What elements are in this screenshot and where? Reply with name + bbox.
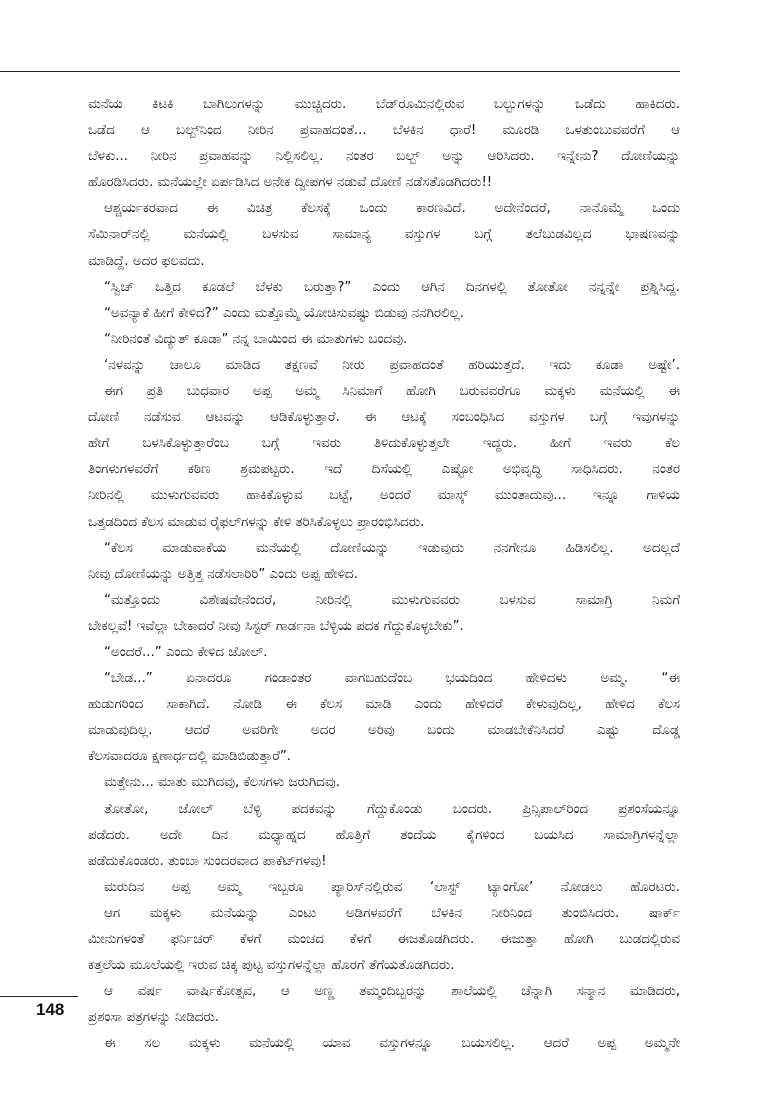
page-number: 148	[36, 1000, 65, 1019]
text-line: ಕತ್ತಲೆಯ ಮೂಲೆಯಲ್ಲಿ ಇರುವ ಚಿಕ್ಕ ಪುಟ್ಟ ವಸ್ತುಗಳನ್ನೆಲ್ಲಾ ಹೊರಗೆ ತೆಗೆಯತೊಡಗಿದರು.	[88, 958, 455, 974]
header-rule	[0, 71, 680, 72]
text-line: ನೀವು ದೋಣಿಯನ್ನು ಅತ್ತಿತ್ತ ನಡೆಸಲಾರಿರಿ” ಎಂದು ಅಪ್ಪ ಹೇಳಿದ.	[88, 566, 358, 582]
text-line: ಹೊರಡಿಸಿದರು. ಮನೆಯಲ್ಲೇ ಏರ್ಪಡಿಸಿದ ಅನೇಕ ದ್ವೀಪಗಳ ನಡುವೆ ದೋಣಿ ನಡೆಸತೊಡಗಿದರು!!	[88, 175, 493, 191]
text-line: ಹುಡುಗರಿಂದ ಸಾಕಾಗಿದೆ. ನೋಡಿ ಈ ಕೆಲಸ ಮಾಡಿ ಎಂದು ಹೇಳಿದರೆ ಕೇಳುವುದಿಲ್ಲ, ಹೇಳಿದ ಕೆಲಸ	[88, 697, 680, 713]
text-line: ತಿಂಗಳುಗಳವರೆಗೆ ಕಠಿಣ ಶ್ರಮಪಟ್ಟರು. ಇದೆ ದಿಸೆಯಲ್ಲಿ ಎಷ್ಟೋ ಅಭಿವೃದ್ಧಿ ಸಾಧಿಸಿದರು. ನಂತರ	[88, 462, 680, 478]
text-line: ಮಾಡುವುದಿಲ್ಲ. ಆದರೆ ಅವರಿಗೇ ಅದರ ಅರಿವು ಬಂದು ಮಾಡಬೇಕೆನಿಸಿದರೆ ಎಷ್ಟು ದೊಡ್ಡ	[88, 723, 680, 739]
text-line: ಪಡೆದುಕೊಂಡರು. ತುಂಬಾ ಸುಂದರವಾದ ಪಾಕೆಟ್‌ಗಳವು!	[88, 853, 327, 869]
paragraph-start-line: “ಕೆಲಸ ಮಾಡುವಾಕೆಯ ಮನೆಯಲ್ಲಿ ದೋಣಿಯನ್ನು ಇಡುವುದು ನನಗೇನೂ ಹಿಡಿಸಲಿಲ್ಲ. ಅದಲ್ಲದೆ	[104, 540, 680, 556]
text-line: ಬೇಕಲ್ಲವೆ! ಇವೆಲ್ಲಾ ಬೇಕಾದರೆ ನೀವು ಸಿಸ್ಟರ್ ಗಾರ್ಡನಾ ಬೆಳ್ಳಿಯ ಪದಕ ಗೆದ್ದುಕೊಳ್ಳಬೇಕು”.	[88, 618, 464, 634]
paragraph-start-line: ಆ ವರ್ಷ ವಾರ್ಷಿಕೋತ್ಸವ, ಆ ಅಣ್ಣ ತಮ್ಮಂದಿಬ್ಬರನ್ನು ಶಾಲೆಯಲ್ಲಿ ಚೆನ್ನಾಗಿ ಸನ್ಮಾನ ಮಾಡಿದರು,	[104, 984, 680, 1000]
page-body-text	[88, 92, 680, 1057]
paragraph-start-line: ಮರುದಿನ ಅಪ್ಪ ಅಮ್ಮ ಇಬ್ಬರೂ ಪ್ಯಾರಿಸ್‌ನಲ್ಲಿರುವ ‘ಲಾಸ್ಟ್ ಟ್ಯಾಂಗೋ’ ನೋಡಲು ಹೊರಟರು.	[104, 879, 680, 895]
text-line: ಕೆಲಸವಾದರೂ ಕ್ಷಣಾರ್ಧದಲ್ಲಿ ಮಾಡಿಬಿಡುತ್ತಾರೆ”.	[88, 749, 292, 765]
text-line: ನೀರಿನಲ್ಲಿ ಮುಳುಗುವವರು ಹಾಕಿಕೊಳ್ಳುವ ಬಟ್ಟೆ, ಅಂದರೆ ಮಾಸ್ಕ್ ಮುಂತಾದುವು... ಇನ್ನೂ ಗಾಳಿಯ	[88, 488, 680, 504]
text-line: ಬೆಳಕು... ನೀರಿನ ಪ್ರವಾಹವನ್ನು ನಿಲ್ಲಿಸಲಿಲ್ಲ. ನಂತರ ಬಲ್ಬ್ ಅನ್ನು ಆರಿಸಿದರು. ಇನ್ನೇನು? ದೋಣಿಯನ್ನು	[88, 149, 680, 165]
text-line: ಪಡೆದರು. ಅದೇ ದಿನ ಮಧ್ಯಾಹ್ನದ ಹೊತ್ತಿಗೆ ತಂದೆಯ ಕೈಗಳಿಂದ ಬಯಸಿದ ಸಾಮಾಗ್ರಿಗಳನ್ನೆಲ್ಲಾ	[88, 827, 680, 843]
paragraph-start-line: “ಅಂದರೆ...” ಎಂದು ಕೇಳಿದ ಜೋಲ್.	[104, 644, 268, 660]
text-line: ಸೆಮಿನಾರ್‌ನಲ್ಲಿ ಮನೆಯಲ್ಲಿ ಬಳಸುವ ಸಾಮಾನ್ಯ ವಸ್ತುಗಳ ಬಗ್ಗೆ ತಲೆಬುಡವಿಲ್ಲದ ಭಾಷಣವನ್ನು	[88, 227, 680, 243]
paragraph-start-line: ಆಗ ಮಕ್ಕಳು ಮನೆಯನ್ನು ಎಂಟು ಅಡಿಗಳವರೆಗೆ ಬೆಳಕಿನ ನೀರಿನಿಂದ ತುಂಬಿಸಿದರು. ಷಾರ್ಕ್	[104, 905, 680, 921]
text-line: ದೋಣಿ ನಡೆಸುವ ಆಟವನ್ನು ಆಡಿಕೊಳ್ಳುತ್ತಾರೆ. ಈ ಆಟಕ್ಕೆ ಸಂಬಂಧಿಸಿದ ವಸ್ತುಗಳ ಬಗ್ಗೆ ಇವುಗಳನ್ನು	[88, 410, 680, 426]
paragraph-start-line: ಆಶ್ಚರ್ಯಕರವಾದ ಈ ವಿಚಿತ್ರ ಕೆಲಸಕ್ಕೆ ಒಂದು ಕಾರಣವಿದೆ. ಅದೇನೆಂದರೆ, ನಾನೊಮ್ಮೆ ಒಂದು	[104, 201, 680, 217]
text-line: ಮಾಡಿದ್ದೆ. ಅದರ ಫಲವದು.	[88, 253, 205, 269]
paragraph-start-line: ಈಗ ಪ್ರತಿ ಬುಧವಾರ ಅಪ್ಪ ಅಮ್ಮ ಸಿನಿಮಾಗೆ ಹೋಗಿ ಬರುವವರೆಗೂ ಮಕ್ಕಳು ಮನೆಯಲ್ಲಿ ಈ	[104, 384, 680, 400]
paragraph-start-line: “ನೀರಿನಂತೆ ವಿದ್ಯುತ್ ಕೂಡಾ” ನನ್ನ ಬಾಯಿಂದ ಈ ಮಾತುಗಳು ಬಂದವು.	[104, 331, 408, 347]
paragraph-start-line: “ಅವನ್ಯಾಕೆ ಹೀಗೆ ಕೇಳಿದ?” ಎಂದು ಮತ್ತೊಮ್ಮೆ ಯೋಚಿಸುವಷ್ಟು ಬಿಡುವು ನನಗಿರಲಿಲ್ಲ.	[104, 305, 465, 321]
text-line: ಒತ್ತಡದಿಂದ ಕೆಲಸ ಮಾಡುವ ರೈಫಲ್‌ಗಳನ್ನು ಕೇಳಿ ತರಿಸಿಕೊಳ್ಳಲು ಪ್ರಾರಂಭಿಸಿದರು.	[88, 514, 425, 530]
footer-rule	[0, 996, 78, 997]
paragraph-start-line: “ಬೇಡ...” ಏನಾದರೂ ಗಂಡಾಂತರ ವಾಗಬಹುದೆಂಬ ಭಯದಿಂದ ಹೇಳಿದಳು ಅಮ್ಮ. “ಈ	[104, 671, 680, 687]
text-line: ಪ್ರಶಂಸಾ ಪತ್ರಗಳನ್ನು ನೀಡಿದರು.	[88, 1010, 220, 1026]
text-line: ಒಡೆದ ಆ ಬಲ್ಬ್‌ನಿಂದ ನೀರಿನ ಪ್ರವಾಹದಂತೆ... ಬೆಳಕಿನ ಧಾರೆ! ಮೂರಡಿ ಒಳತುಂಬುವವರೆಗೆ ಆ	[88, 123, 680, 139]
text-line: ಮನೆಯ ಕಿಟಕಿ ಬಾಗಿಲುಗಳನ್ನು ಮುಚ್ಚಿದರು. ಬೆಡ್‌ರೂಮಿನಲ್ಲಿರುವ ಬಲ್ಬುಗಳನ್ನು ಒಡೆದು ಹಾಕಿದರು.	[88, 97, 680, 112]
text-line: ಹೇಗೆ ಬಳಸಿಕೊಳ್ಳುತ್ತಾರೆಂಬ ಬಗ್ಗೆ ಇವರು ತಿಳಿದುಕೊಳ್ಳುತ್ತಲೇ ಇದ್ದರು. ಹೀಗೆ ಇವರು ಕೆಲ	[88, 436, 680, 452]
paragraph-start-line: ಮತ್ತೇನು... ಮಾತು ಮುಗಿದವು, ಕೆಲಸಗಳು ಜರುಗಿದವು.	[104, 775, 340, 791]
paragraph-start-line: “ಸ್ವಿಚ್ ಒತ್ತಿದ ಕೂಡಲೆ ಬೆಳಕು ಬರುತ್ತಾ?” ಎಂದು ಆಗಿನ ದಿನಗಳಲ್ಲಿ ತೋತೋ ನನ್ನನ್ನೇ ಪ್ರಶ್ನಿಸಿದ್ದ.	[104, 279, 680, 295]
text-line: ಮೀನುಗಳಂತೆ ಫರ್ನಿಚರ್ ಕೆಳಗೆ ಮಂಚದ ಕೆಳಗೆ ಈಜತೊಡಗಿದರು. ಈಜುತ್ತಾ ಹೋಗಿ ಬುಡದಲ್ಲಿರುವ	[88, 932, 680, 947]
paragraph-start-line: ತೋತೋ, ಜೋಲ್ ಬೆಳ್ಳಿ ಪದಕವನ್ನು ಗೆದ್ದುಕೊಂಡು ಬಂದರು. ಪ್ರಿನ್ಸಿಪಾಲ್‌ರಿಂದ ಪ್ರಶಂಸೆಯನ್ನೂ	[104, 801, 680, 817]
paragraph-start-line: “ಮತ್ತೊಂದು ವಿಶೇಷವೇನೆಂದರೆ, ನೀರಿನಲ್ಲಿ ಮುಳುಗುವವರು ಬಳಸುವ ಸಾಮಾಗ್ರಿ ನಿಮಗೆ	[104, 592, 680, 608]
paragraph-start-line: ‘ನಳವನ್ನು ಚಾಲೂ ಮಾಡಿದ ತಕ್ಷಣವೆ ನೀರು ಪ್ರವಾಹದಂತೆ ಹರಿಯುತ್ತದೆ. ಇದು ಕೂಡಾ ಅಷ್ಟೇ’.	[104, 357, 680, 373]
paragraph-start-line: ಈ ಸಲ ಮಕ್ಕಳು ಮನೆಯಲ್ಲಿ ಯಾವ ವಸ್ತುಗಳನ್ನೂ ಬಯಸಲಿಲ್ಲ. ಆದರೆ ಅಪ್ಪ ಅಮ್ಮನೇ	[104, 1036, 680, 1052]
